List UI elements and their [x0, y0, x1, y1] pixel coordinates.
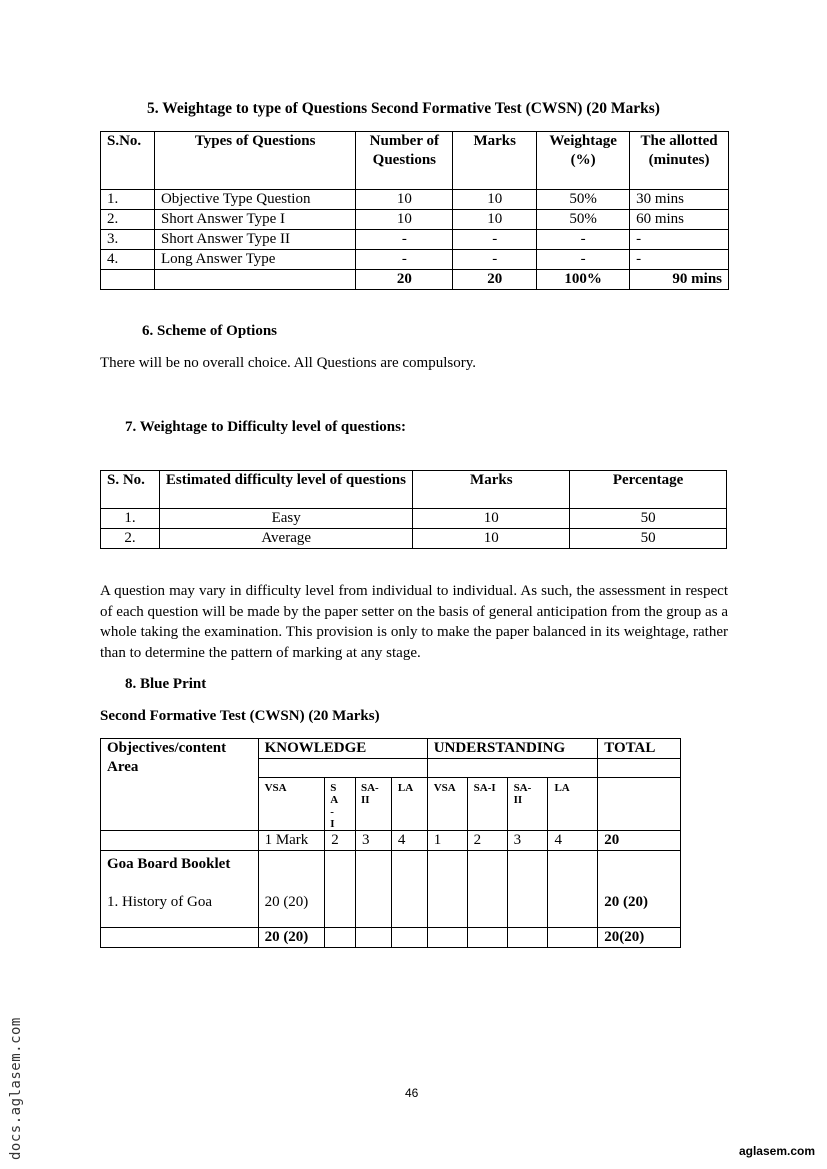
- total-marks: 20: [453, 270, 537, 290]
- side-watermark: docs.aglasem.com: [8, 1017, 24, 1160]
- subcol-k-sa2-text: SA- II: [361, 782, 379, 806]
- cell: 4: [548, 831, 598, 851]
- cell: [391, 851, 427, 928]
- table-header-row: [101, 471, 727, 509]
- cell: Short Answer Type II: [154, 230, 355, 250]
- col-objectives-area: Objectives/content Area: [101, 739, 259, 831]
- cell: -: [453, 250, 537, 270]
- cell: 30 mins: [630, 190, 729, 210]
- group-understanding: UNDERSTANDING: [427, 739, 598, 759]
- cell: [548, 928, 598, 948]
- cell: 10: [413, 529, 570, 549]
- cell: 1: [427, 831, 467, 851]
- page-number: 46: [405, 1086, 419, 1100]
- cell: [154, 270, 355, 290]
- table-row: [101, 190, 729, 210]
- cell: -: [356, 230, 453, 250]
- content-area-cell: [101, 851, 259, 928]
- cell: [427, 759, 598, 778]
- subcol-k-sa1: [325, 778, 356, 831]
- subcol-u-sa2: [507, 778, 548, 831]
- cell: 10: [356, 190, 453, 210]
- cell: 10: [356, 210, 453, 230]
- section6-text: There will be no overall choice. All Questions are compulsory.: [100, 355, 477, 371]
- col-number: Number of Questions: [356, 132, 453, 190]
- table-row: [101, 509, 727, 529]
- cell: [101, 928, 259, 948]
- total-weightage: 100%: [537, 270, 630, 290]
- difficulty-table: [100, 470, 727, 549]
- cell: Short Answer Type I: [154, 210, 355, 230]
- cell: [427, 851, 467, 928]
- subcol-u-vsa: VSA: [427, 778, 467, 831]
- cell: 50%: [537, 190, 630, 210]
- cell: 10: [413, 509, 570, 529]
- cell: [507, 851, 548, 928]
- cell: -: [630, 250, 729, 270]
- cell: [391, 928, 427, 948]
- cell: [507, 928, 548, 948]
- grand-total-row: [101, 928, 681, 948]
- item-vsa: 20 (20): [264, 894, 309, 910]
- col-weightage: Weightage (%): [537, 132, 630, 190]
- cell: 3: [507, 831, 548, 851]
- cell: [548, 851, 598, 928]
- cell: [467, 928, 507, 948]
- cell: [467, 851, 507, 928]
- cell: Objective Type Question: [154, 190, 355, 210]
- col-sno: S. No.: [101, 471, 160, 509]
- section8-heading: 8. Blue Print: [125, 676, 207, 692]
- cell: Long Answer Type: [154, 250, 355, 270]
- blueprint-subheading: Second Formative Test (CWSN) (20 Marks): [100, 708, 380, 724]
- cell: [598, 778, 681, 831]
- total-row: [101, 270, 729, 290]
- question-type-table: [100, 131, 729, 290]
- col-sno: S.No.: [101, 132, 155, 190]
- cell: 2: [467, 831, 507, 851]
- cell: 2.: [101, 529, 160, 549]
- col-marks: Marks: [413, 471, 570, 509]
- cell: 2: [325, 831, 356, 851]
- cell: 1.: [101, 509, 160, 529]
- cell: 10: [453, 210, 537, 230]
- total-questions: 20: [356, 270, 453, 290]
- subcol-k-la: LA: [391, 778, 427, 831]
- cell: 4.: [101, 250, 155, 270]
- marks-row: [101, 831, 681, 851]
- cell: -: [453, 230, 537, 250]
- subcol-u-sa2-text: SA- II: [513, 782, 532, 806]
- section5-heading: 5. Weightage to type of Questions Second Formative Test (CWSN) (20 Marks): [147, 100, 660, 117]
- cell: [325, 851, 356, 928]
- cell: [325, 928, 356, 948]
- item-total: 20 (20): [604, 894, 648, 910]
- subcol-u-sa1: SA-I: [467, 778, 507, 831]
- section6-heading: 6. Scheme of Options: [142, 323, 277, 339]
- difficulty-paragraph: A question may vary in difficulty level from individual to individual. As such, the assessment in respect of each question will be made by the paper setter on the basis of general anticipation from the group as a whole taking the examination. This provision is only to make the paper balanced in its weightage, rather than to determine the pattern of marking at any stage.: [100, 583, 728, 661]
- cell: 3.: [101, 230, 155, 250]
- cell: 10: [453, 190, 537, 210]
- cell: 4: [391, 831, 427, 851]
- cell: 50: [570, 509, 727, 529]
- subcol-u-la: LA: [548, 778, 598, 831]
- group-header-row: [101, 739, 681, 759]
- group-total: TOTAL: [598, 739, 681, 759]
- blueprint-table: [100, 738, 681, 948]
- subcol-k-sa1-text: S A- I: [330, 782, 339, 830]
- cell: [258, 759, 427, 778]
- table-row: [101, 250, 729, 270]
- section7-heading: 7. Weightage to Difficulty level of questions:: [125, 419, 406, 435]
- subcol-k-vsa: VSA: [258, 778, 325, 831]
- total-minutes: 90 mins: [630, 270, 729, 290]
- cell: 2.: [101, 210, 155, 230]
- cell: 50: [570, 529, 727, 549]
- col-types: Types of Questions: [154, 132, 355, 190]
- grand-total: 20(20): [598, 928, 681, 948]
- cell: [101, 270, 155, 290]
- cell: 20: [598, 831, 681, 851]
- subcol-k-sa2: [356, 778, 392, 831]
- cell: -: [630, 230, 729, 250]
- booklet-title: Goa Board Booklet: [107, 856, 231, 872]
- table-row: [101, 529, 727, 549]
- cell: -: [356, 250, 453, 270]
- col-marks: Marks: [453, 132, 537, 190]
- cell: [101, 831, 259, 851]
- table-row: [101, 210, 729, 230]
- col-allotted: The allotted (minutes): [630, 132, 729, 190]
- cell: 50%: [537, 210, 630, 230]
- cell: Easy: [159, 509, 413, 529]
- cell: 60 mins: [630, 210, 729, 230]
- cell: [427, 928, 467, 948]
- item-label: 1. History of Goa: [107, 894, 212, 910]
- cell: [356, 851, 392, 928]
- site-label: aglasem.com: [738, 1144, 815, 1158]
- table-row: [101, 230, 729, 250]
- cell: -: [537, 250, 630, 270]
- table-header-row: [101, 132, 729, 190]
- content-row: [101, 851, 681, 928]
- col-percentage: Percentage: [570, 471, 727, 509]
- grand-vsa: 20 (20): [258, 928, 325, 948]
- group-knowledge: KNOWLEDGE: [258, 739, 427, 759]
- col-difficulty: Estimated difficulty level of questions: [159, 471, 413, 509]
- cell: 1 Mark: [258, 831, 325, 851]
- cell: [598, 851, 681, 928]
- cell: [356, 928, 392, 948]
- cell: Average: [159, 529, 413, 549]
- cell: 3: [356, 831, 392, 851]
- cell: [258, 851, 325, 928]
- cell: [598, 759, 681, 778]
- cell: 1.: [101, 190, 155, 210]
- cell: -: [537, 230, 630, 250]
